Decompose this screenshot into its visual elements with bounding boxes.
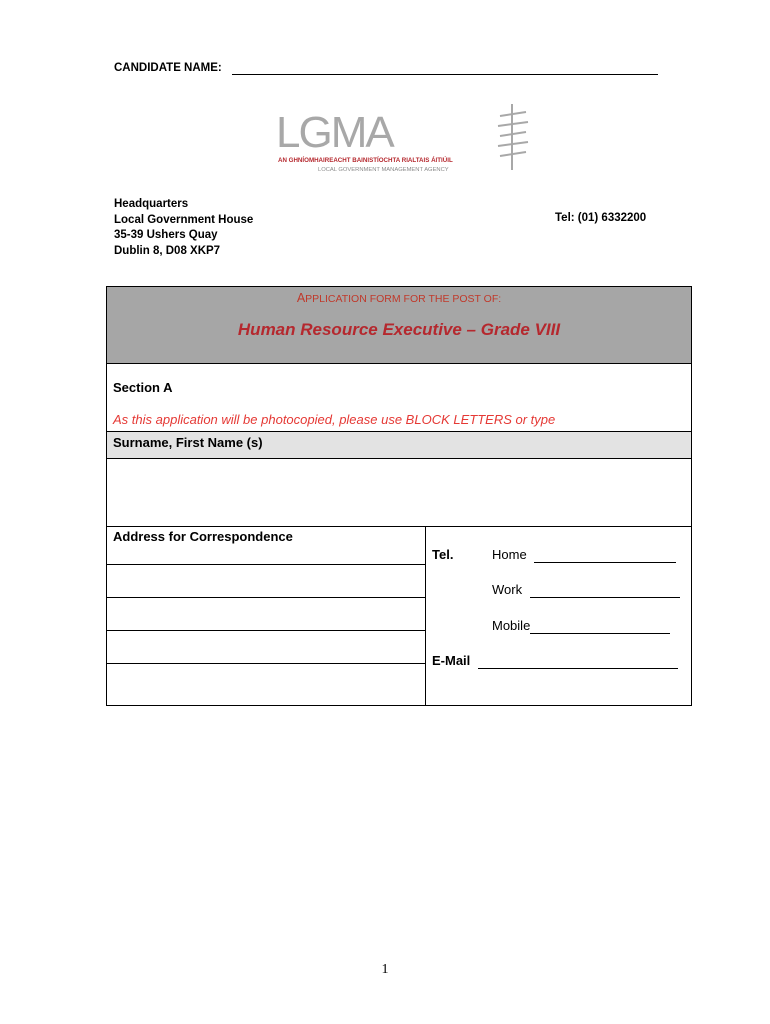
work-phone-label: Work — [492, 582, 523, 597]
candidate-name-label: CANDIDATE NAME: — [114, 62, 222, 74]
address-line-3[interactable] — [107, 630, 425, 631]
page-number: 1 — [381, 962, 389, 977]
name-label-bar — [107, 431, 691, 459]
work-phone-row — [492, 582, 680, 598]
hq-line-2: Local Government House — [114, 213, 254, 226]
hq-address — [114, 197, 253, 259]
address-line-4[interactable] — [107, 663, 425, 664]
column-divider — [425, 526, 426, 706]
name-input-area[interactable] — [107, 459, 691, 525]
tel-label: Tel. — [432, 547, 454, 562]
hq-line-1: Headquarters — [114, 198, 189, 210]
home-phone-field[interactable] — [534, 547, 676, 563]
logo-wordmark: LGMA — [276, 108, 393, 157]
name-label: Surname, First Name (s) — [113, 435, 263, 450]
address-line-1[interactable] — [107, 564, 425, 565]
address-label: Address for Correspondence — [113, 529, 293, 544]
hq-telephone: Tel: (01) 6332200 — [555, 212, 647, 224]
lgma-logo — [276, 102, 532, 174]
post-title: Human Resource Executive – Grade VIII — [237, 320, 561, 339]
logo-irish-line: AN GHNÍOMHAIREACHT BAINISTÍOCHTA RIALTAIS ÁITIÚIL — [278, 157, 453, 164]
form-header — [107, 287, 691, 364]
logo-english-line: LOCAL GOVERNMENT MANAGEMENT AGENCY — [318, 167, 449, 173]
hq-line-3: 35-39 Ushers Quay — [114, 229, 218, 241]
address-line-2[interactable] — [107, 597, 425, 598]
home-phone-row — [492, 547, 676, 563]
form-header-label — [107, 291, 691, 305]
section-note: As this application will be photocopied, please use BLOCK LETTERS or type — [113, 412, 556, 427]
work-phone-field[interactable] — [530, 582, 680, 598]
email-label: E-Mail — [432, 653, 471, 668]
header-label-rest: PPLICATION FORM FOR THE POST OF: — [305, 293, 502, 305]
home-phone-label: Home — [492, 547, 527, 562]
mobile-phone-field[interactable] — [530, 618, 670, 634]
header-label-initial: A — [296, 291, 306, 305]
mobile-phone-label: Mobile — [492, 618, 531, 633]
section-title: Section A — [113, 380, 173, 395]
email-row — [432, 653, 678, 669]
address-divider — [107, 526, 691, 527]
mobile-phone-row — [492, 618, 670, 634]
email-field[interactable] — [478, 653, 678, 669]
candidate-name-field[interactable] — [232, 74, 658, 75]
hq-line-4: Dublin 8, D08 XKP7 — [114, 244, 221, 257]
